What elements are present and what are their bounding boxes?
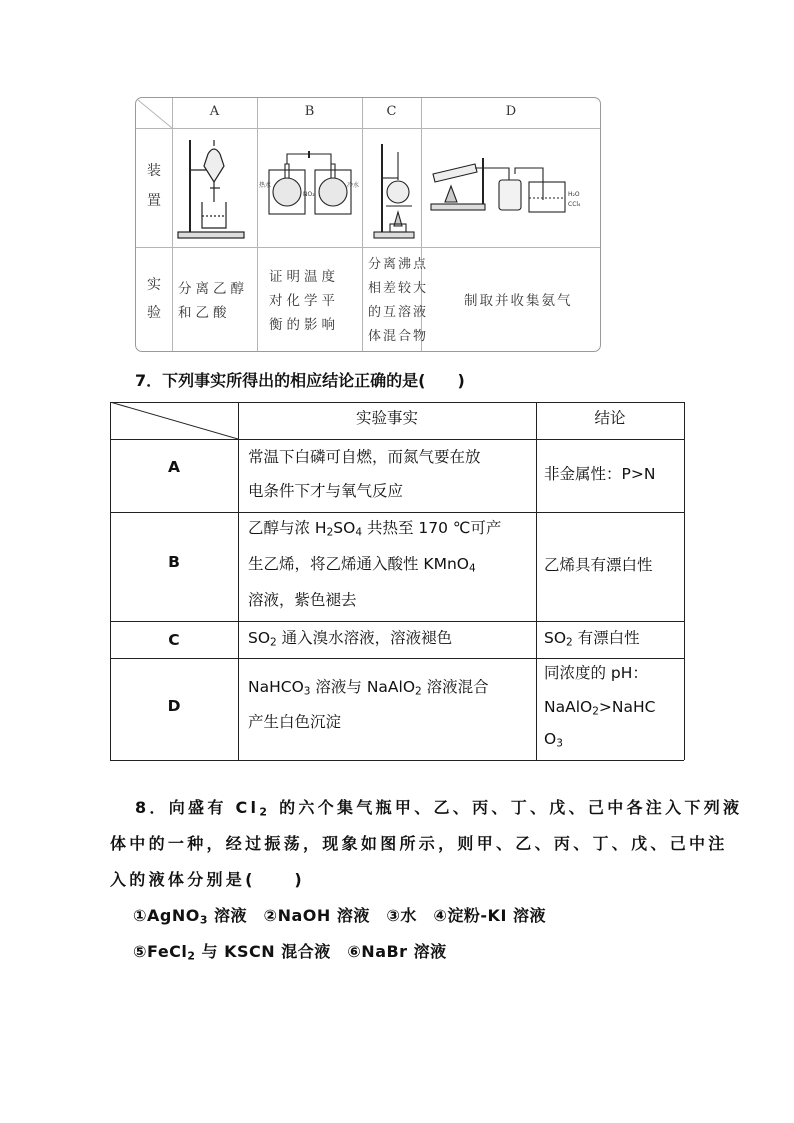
row-label-exp-1: 实 xyxy=(147,277,161,293)
q7-row-c-conclusion: $SO_2$ 有漂白性 xyxy=(544,629,640,649)
row-label-exp-2: 验 xyxy=(147,305,161,321)
q7-row-b-fact-1: 乙醇与浓 $H_2SO_4$ 共热至 170 ℃可产 xyxy=(248,519,502,539)
q7-row-b-fact-3: 溶液，紫色褪去 xyxy=(248,591,357,609)
cell-a-line2: 和乙酸 xyxy=(178,305,231,321)
q7-row-b-fact-2: 生乙烯，将乙烯通入酸性 KMnO$_4$ xyxy=(248,555,476,575)
q7-row-a-fact-2: 电条件下才与氧气反应 xyxy=(248,482,404,500)
q7-header-conclusion: 结论 xyxy=(594,409,626,427)
q8-options-2: ⑤FeCl$_2$ 与 KSCN 混合液 ⑥NaBr 溶液 xyxy=(133,942,447,963)
cell-c-line1: 分离沸点 xyxy=(368,257,429,272)
q7-row-a-label: A xyxy=(168,458,180,476)
corner-diagonal xyxy=(136,98,172,128)
cell-a-line1: 分离乙醇 xyxy=(178,281,248,297)
label-hot: 热水 xyxy=(259,182,272,189)
q7-corner-diagonal xyxy=(110,402,238,439)
cell-d-line1: 制取并收集氨气 xyxy=(464,293,573,309)
header-c: C xyxy=(386,104,397,119)
header-a: A xyxy=(209,104,220,119)
q7-header-fact: 实验事实 xyxy=(355,409,418,427)
q7-row-d-label: D xyxy=(167,697,181,715)
label-no2: NO₂ xyxy=(303,191,315,198)
cell-b-line2: 对化学平 xyxy=(269,293,339,309)
cell-b-line3: 衡的影响 xyxy=(269,317,339,333)
q7-row-d-conclusion-3: $O_3$ xyxy=(544,730,563,750)
q8-line-3: 入的液体分别是( ) xyxy=(110,870,305,889)
row-label-device-2: 置 xyxy=(147,193,161,209)
header-b: B xyxy=(304,104,315,119)
label-ccl4: CCl₄ xyxy=(568,201,581,208)
q7-row-d-conclusion-1: 同浓度的 pH： xyxy=(544,664,648,682)
header-d: D xyxy=(505,104,517,119)
cell-c-line4: 体混合物 xyxy=(368,329,429,344)
label-cold: 冷水 xyxy=(347,182,360,189)
q7-row-d-conclusion-2: NaAlO$_2$>NaHC xyxy=(544,698,656,718)
q7-row-a-conclusion: 非金属性：P>N xyxy=(544,465,656,483)
q7-row-b-label: B xyxy=(168,553,180,571)
q8-line-1: 8．向盛有 $Cl_2$ 的六个集气瓶甲、乙、丙、丁、戊、己中各注入下列液 xyxy=(135,798,743,819)
apparatus-a-separatory-funnel xyxy=(174,136,256,244)
label-h2o: H₂O xyxy=(568,191,580,198)
apparatus-d-ammonia xyxy=(425,146,597,224)
q7-row-d-fact-2: 产生白色沉淀 xyxy=(248,713,342,731)
row-label-device-1: 装 xyxy=(147,163,161,179)
apparatus-table xyxy=(135,97,601,352)
q7-row-a-fact-1: 常温下白磷可自燃，而氮气要在放 xyxy=(248,448,481,466)
q7-row-d-fact-1: NaHCO$_3$ 溶液与 NaAlO$_2$ 溶液混合 xyxy=(248,678,489,698)
q7-row-b-conclusion: 乙烯具有漂白性 xyxy=(544,556,653,574)
cell-b-line1: 证明温度 xyxy=(269,269,339,285)
cell-c-line3: 的互溶液 xyxy=(368,305,429,320)
q7-row-c-fact: $SO_2$ 通入溴水溶液，溶液褪色 xyxy=(248,629,453,649)
q7-row-c-label: C xyxy=(168,631,180,649)
q8-line-2: 体中的一种，经过振荡，现象如图所示，则甲、乙、丙、丁、戊、己中注 xyxy=(110,834,728,853)
q7-stem: 7．下列事实所得出的相应结论正确的是( ) xyxy=(135,371,465,390)
q7-table xyxy=(110,402,685,761)
apparatus-b-no2-flasks xyxy=(259,150,361,222)
q8-options-1: ①AgNO$_3$ 溶液 ②NaOH 溶液 ③水 ④淀粉-KI 溶液 xyxy=(133,906,546,927)
cell-c-line2: 相差较大 xyxy=(368,281,429,296)
apparatus-c-distillation xyxy=(372,138,420,242)
